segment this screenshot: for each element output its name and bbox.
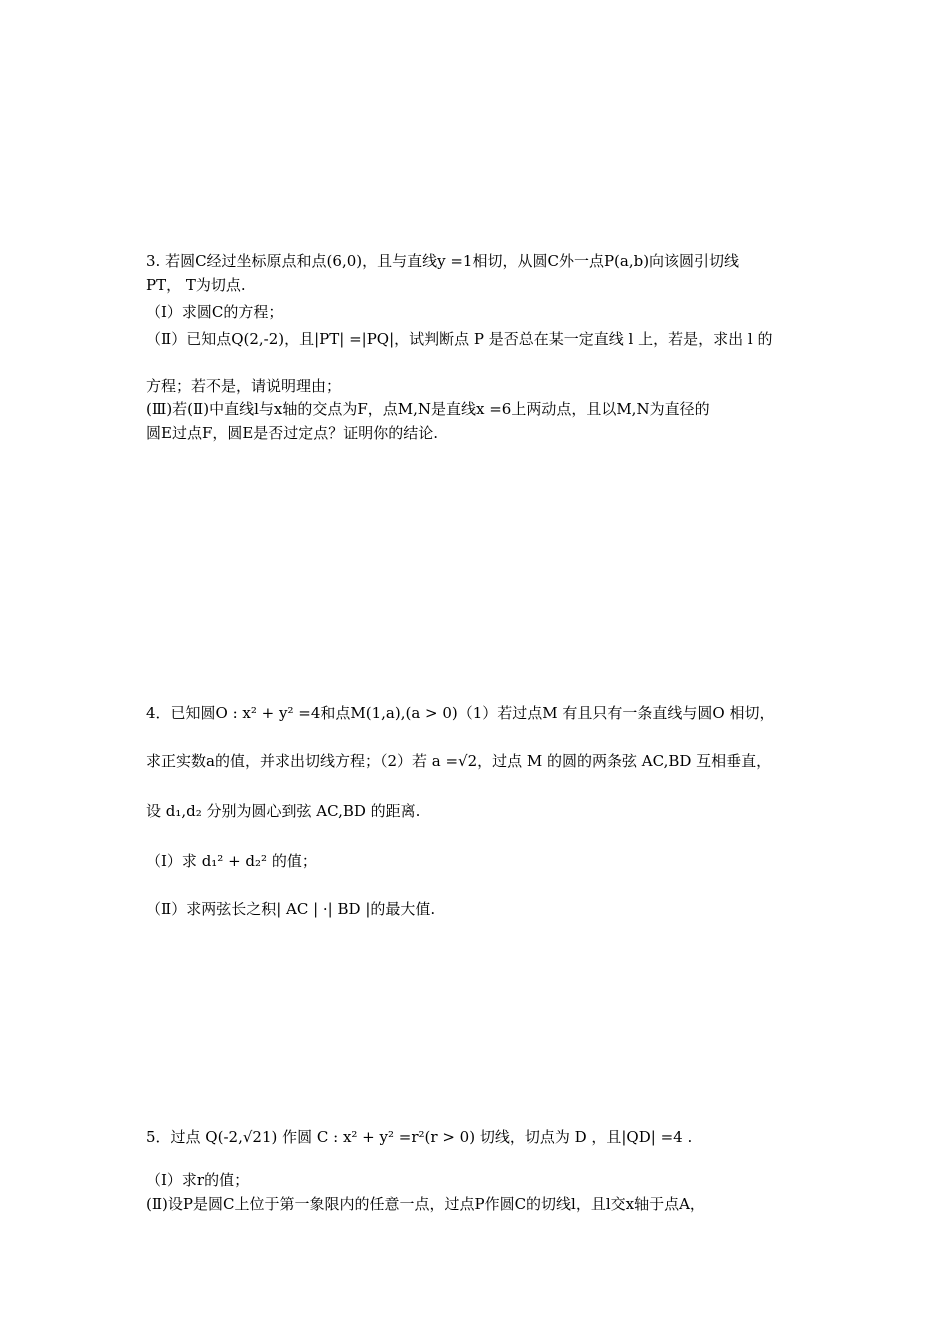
problem-4-line-1: 4．已知圆O : x² + y² =4和点M(1,a),(a > 0)（1）若过点M 有且只有一条直线与圆O 相切， bbox=[146, 704, 775, 722]
problem-5-line-1: 5．过点 Q(-2,√21) 作圆 C : x² + y² =r²(r > 0) 切线，切点为 D ，且|QD| =4 . bbox=[146, 1128, 693, 1146]
problem-5-part-2: (Ⅱ)设P是圆C上位于第一象限内的任意一点，过点P作圆C的切线l，且l交x轴于点A， bbox=[146, 1195, 705, 1213]
problem-3-line-2: PT， T为切点. bbox=[146, 276, 246, 294]
problem-3-part-3-line-1: (Ⅲ)若(Ⅱ)中直线l与x轴的交点为F，点M,N是直线x =6上两动点，且以M,N为直径的 bbox=[146, 400, 710, 418]
problem-3-part-2-line-1: （Ⅱ）已知点Q(2,-2)，且|PT| =|PQ|，试判断点 P 是否总在某一定直线 l 上，若是，求出 l 的 bbox=[146, 330, 773, 348]
problem-4-line-3: 设 d₁,d₂ 分别为圆心到弦 AC,BD 的距离. bbox=[146, 802, 421, 820]
problem-5-part-1: （Ⅰ）求r的值； bbox=[146, 1171, 250, 1189]
problem-4-part-2: （Ⅱ）求两弦长之积| AC | ·| BD |的最大值. bbox=[146, 900, 436, 918]
problem-3-part-1: （Ⅰ）求圆C的方程； bbox=[146, 303, 284, 321]
problem-3-part-2-line-2: 方程；若不是，请说明理由； bbox=[146, 377, 342, 395]
problem-4-line-2: 求正实数a的值，并求出切线方程；（2）若 a =√2，过点 M 的圆的两条弦 AC,BD 互相垂直， bbox=[146, 752, 772, 770]
problem-3-part-3-line-2: 圆E过点F，圆E是否过定点？证明你的结论. bbox=[146, 424, 439, 442]
problem-3-line-1: 3. 若圆C经过坐标原点和点(6,0)，且与直线y =1相切，从圆C外一点P(a,b)向该圆引切线 bbox=[146, 252, 740, 270]
problem-4-part-1: （Ⅰ）求 d₁² + d₂² 的值； bbox=[146, 852, 317, 870]
